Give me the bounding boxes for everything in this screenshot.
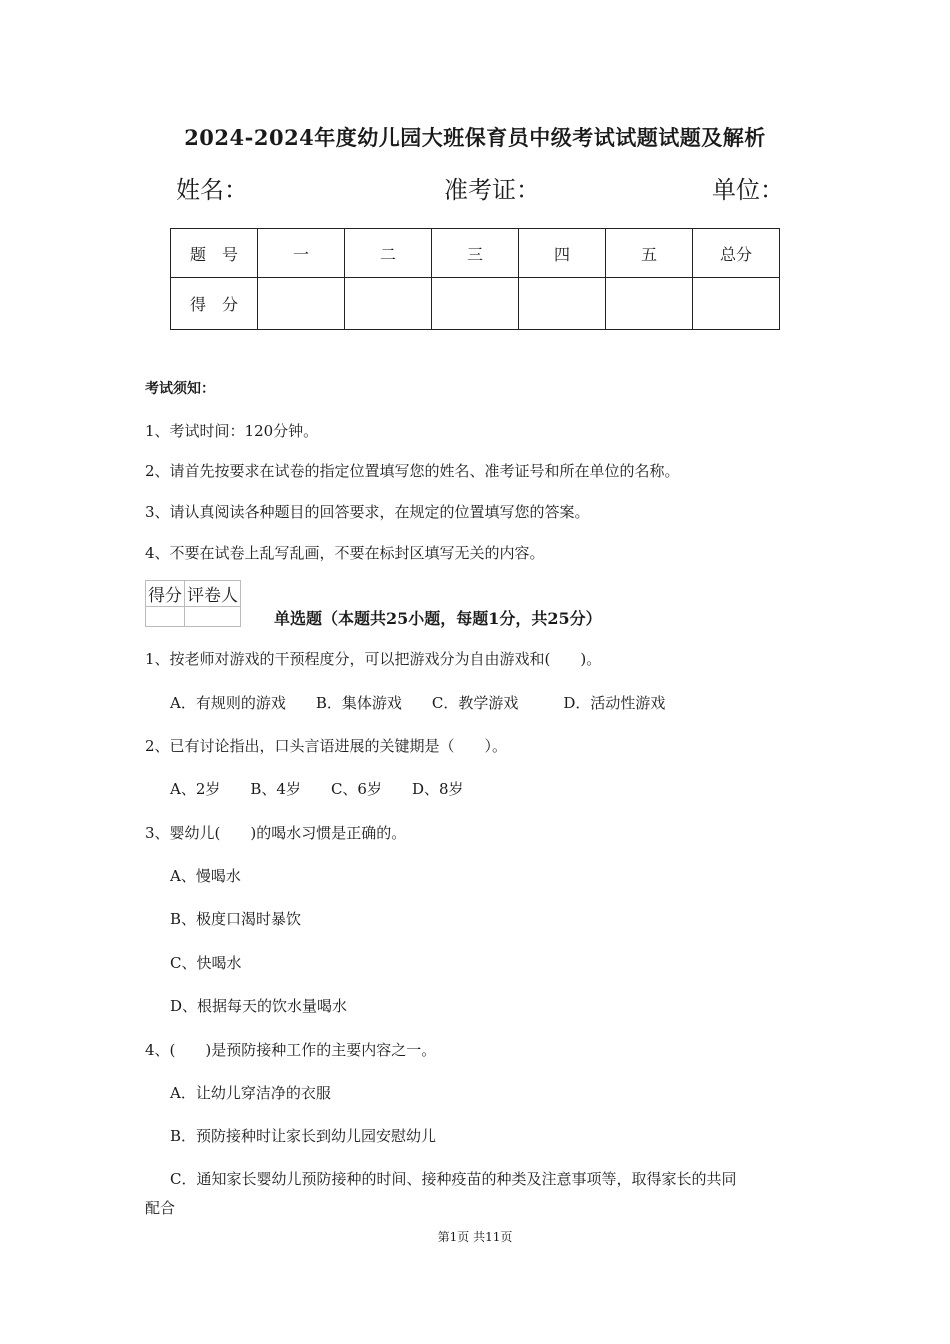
notice-item: 3、请认真阅读各种题目的回答要求，在规定的位置填写您的答案。 bbox=[145, 503, 590, 521]
question-options: A．有规则的游戏 B．集体游戏 C．教学游戏 D．活动性游戏 bbox=[170, 694, 666, 712]
score-cell[interactable] bbox=[345, 278, 432, 330]
document-title: 2024-2024年度幼儿园大班保育员中级考试试题试题及解析 bbox=[184, 125, 766, 150]
question-stem: 4、( )是预防接种工作的主要内容之一。 bbox=[145, 1041, 437, 1059]
score-row-label: 得 分 bbox=[171, 278, 258, 330]
question-option: A．让幼儿穿洁净的衣服 bbox=[170, 1084, 331, 1102]
grader-name-cell[interactable] bbox=[185, 607, 241, 627]
question-option: D、根据每天的饮水量喝水 bbox=[170, 997, 348, 1015]
score-table-header-cell: 题 号 bbox=[171, 229, 258, 278]
question-stem: 3、婴幼儿( )的喝水习惯是正确的。 bbox=[145, 824, 407, 842]
question-option: C．通知家长婴幼儿预防接种的时间、接种疫苗的种类及注意事项等，取得家长的共同 bbox=[170, 1170, 737, 1188]
section-title: 单选题（本题共25小题，每题1分，共25分） bbox=[274, 609, 602, 628]
page-footer: 第1页 共11页 bbox=[437, 1230, 513, 1244]
score-table-header-cell: 二 bbox=[345, 229, 432, 278]
score-cell[interactable] bbox=[519, 278, 606, 330]
question-option: A、慢喝水 bbox=[170, 867, 241, 885]
exam-id-field-label: 准考证： bbox=[444, 176, 540, 204]
grader-score-cell[interactable] bbox=[146, 607, 185, 627]
score-cell[interactable] bbox=[606, 278, 693, 330]
score-cell[interactable] bbox=[693, 278, 780, 330]
score-table-header-row bbox=[171, 229, 780, 278]
question-stem: 2、已有讨论指出，口头言语进展的关键期是（ ）。 bbox=[145, 737, 508, 755]
question-options: A、2岁 B、4岁 C、6岁 D、8岁 bbox=[170, 780, 464, 798]
score-table-header-cell: 一 bbox=[258, 229, 345, 278]
unit-field-label: 单位： bbox=[712, 176, 784, 204]
score-cell[interactable] bbox=[432, 278, 519, 330]
score-table-header-cell: 总分 bbox=[693, 229, 780, 278]
notice-item: 1、考试时间：120分钟。 bbox=[145, 422, 319, 440]
grader-box bbox=[145, 580, 241, 627]
score-table-header-cell: 五 bbox=[606, 229, 693, 278]
question-option-continuation: 配合 bbox=[145, 1199, 176, 1217]
score-table-score-row bbox=[171, 278, 780, 330]
name-field-label: 姓名： bbox=[176, 176, 248, 204]
score-table-header-cell: 三 bbox=[432, 229, 519, 278]
question-option: B、极度口渴时暴饮 bbox=[170, 910, 302, 928]
notice-item: 4、不要在试卷上乱写乱画，不要在标封区填写无关的内容。 bbox=[145, 544, 545, 562]
notice-heading: 考试须知： bbox=[145, 381, 215, 397]
score-table bbox=[170, 228, 780, 330]
question-stem: 1、按老师对游戏的干预程度分，可以把游戏分为自由游戏和( )。 bbox=[145, 650, 602, 668]
score-table-header-cell: 四 bbox=[519, 229, 606, 278]
question-option: B．预防接种时让家长到幼儿园安慰幼儿 bbox=[170, 1127, 437, 1145]
grader-name-label: 评卷人 bbox=[185, 581, 241, 607]
score-cell[interactable] bbox=[258, 278, 345, 330]
grader-score-label: 得分 bbox=[146, 581, 185, 607]
notice-item: 2、请首先按要求在试卷的指定位置填写您的姓名、准考证号和所在单位的名称。 bbox=[145, 462, 680, 480]
question-option: C、快喝水 bbox=[170, 954, 242, 972]
